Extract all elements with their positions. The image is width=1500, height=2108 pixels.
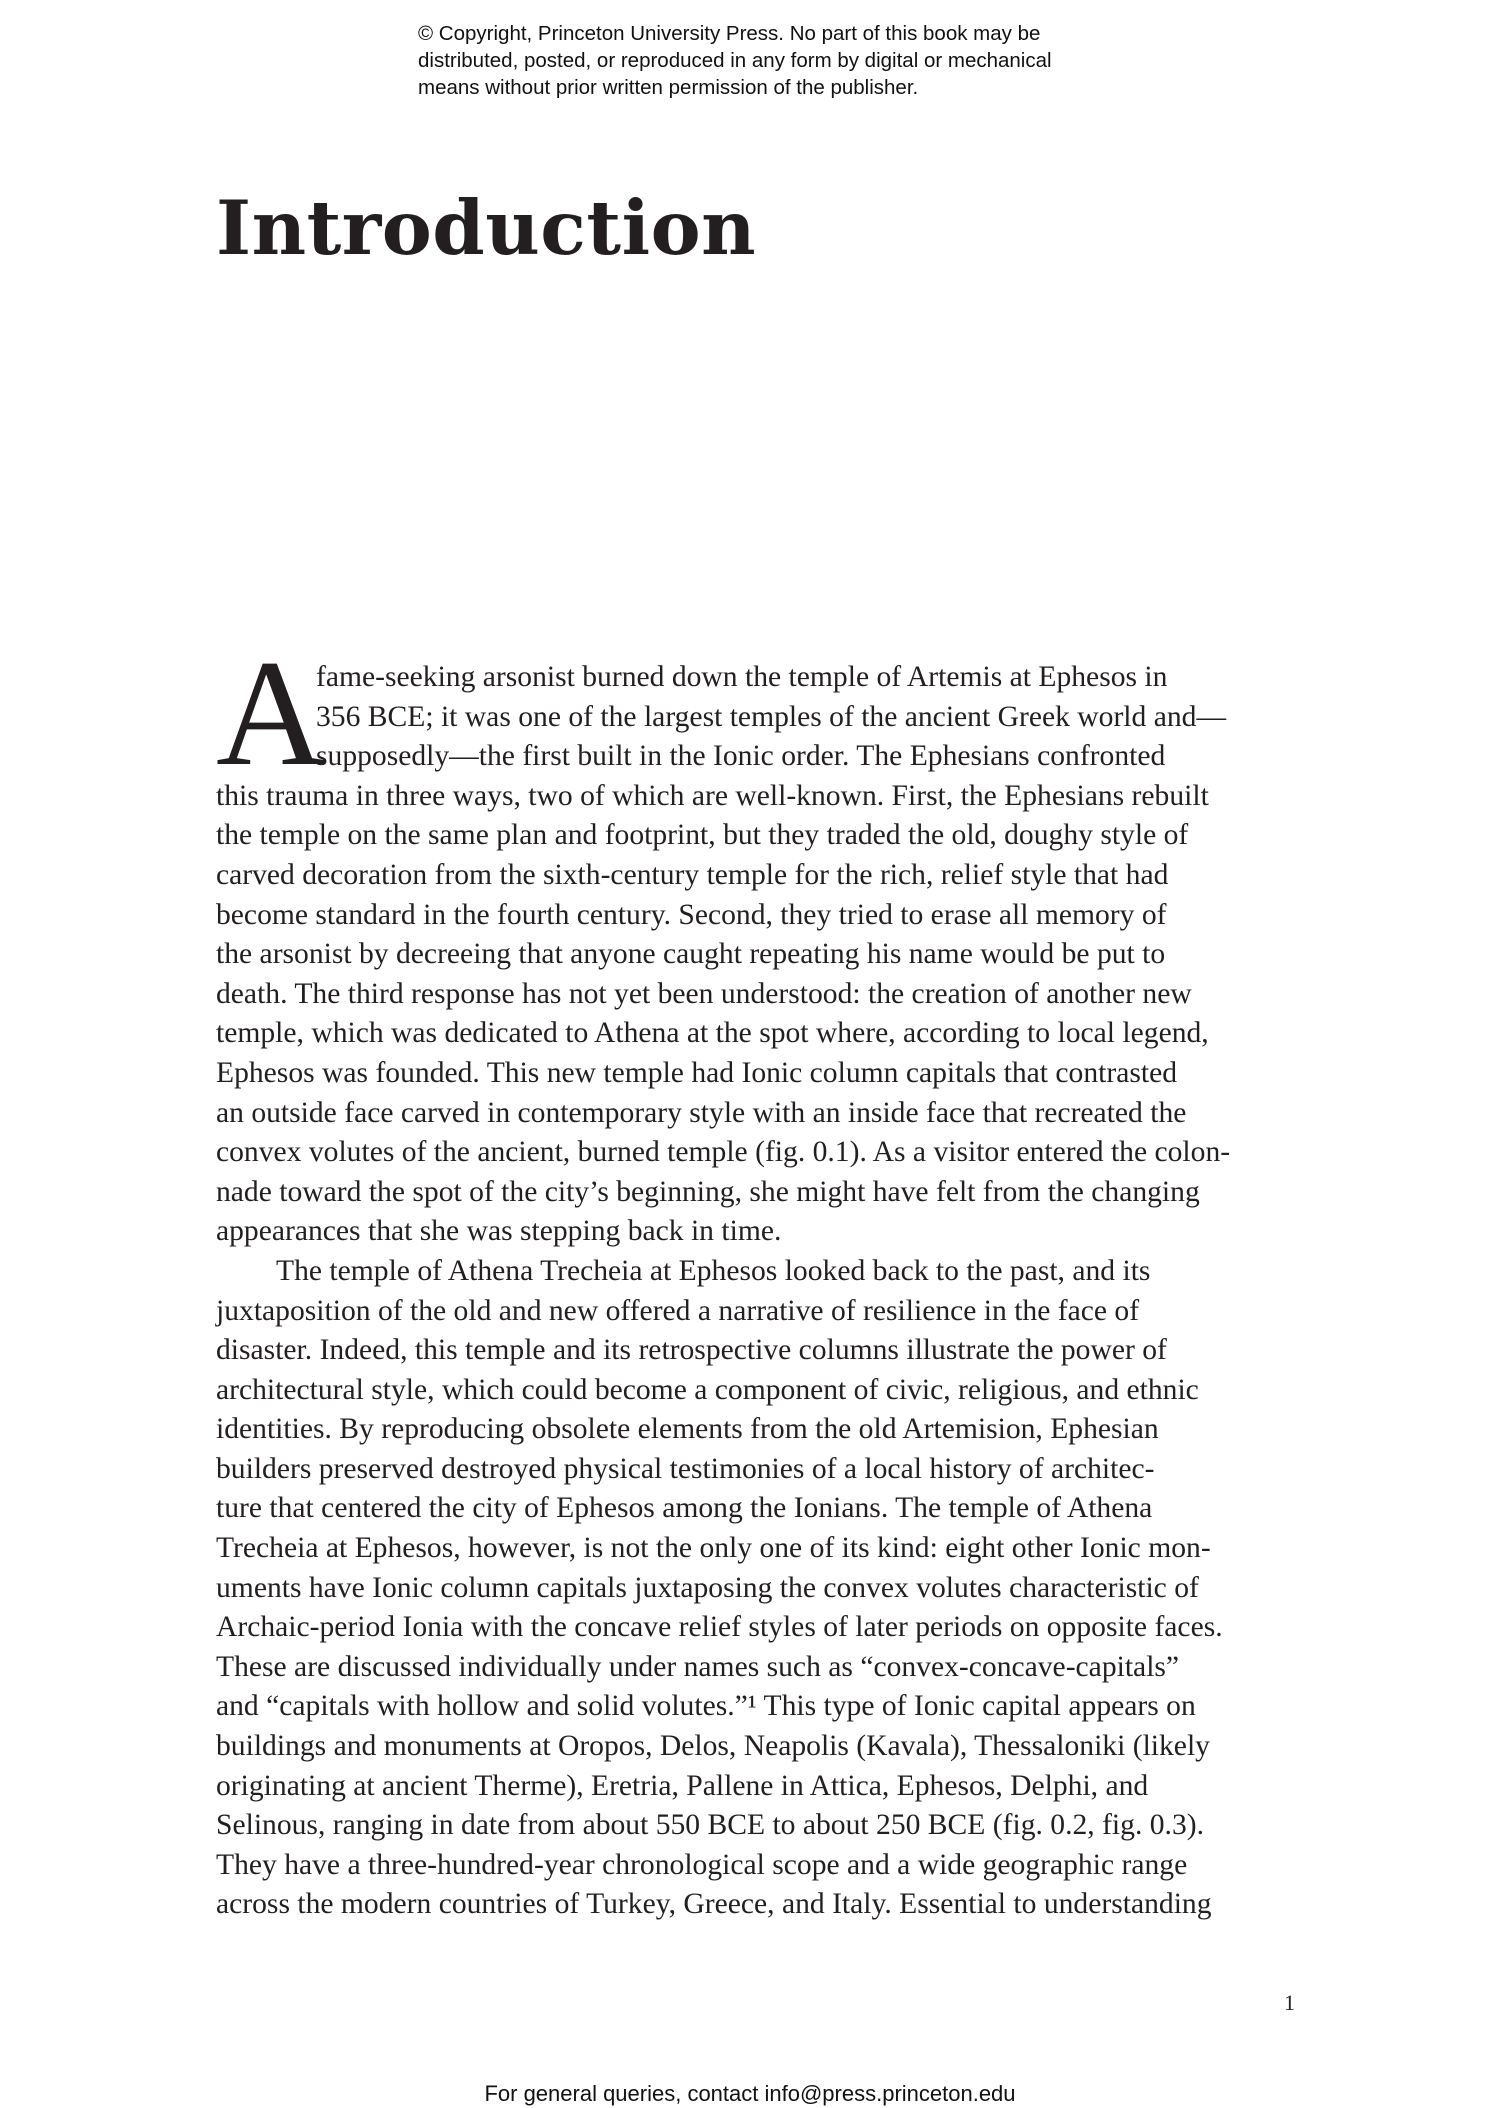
copyright-notice — [418, 20, 1138, 101]
body-line: juxtaposition of the old and new offered a narrative of resilience in the face of — [216, 1294, 1140, 1327]
body-line: ture that centered the city of Ephesos among the Ionians. The temple of Athena — [216, 1492, 1153, 1525]
body-line: appearances that she was stepping back in time. — [216, 1215, 782, 1248]
body-line: They have a three-hundred-year chronological scope and a wide geographic range — [216, 1848, 1188, 1881]
body-line: fame-seeking arsonist burned down the temple of Artemis at Ephesos in — [316, 661, 1168, 693]
body-line: originating at ancient Therme), Eretria, Pallene in Attica, Ephesos, Delphi, and — [216, 1769, 1149, 1802]
drop-cap: A — [216, 629, 326, 797]
body-line: Ephesos was founded. This new temple had Ionic column capitals that contrasted — [216, 1056, 1178, 1089]
body-line: identities. By reproducing obsolete elements from the old Artemision, Ephesian — [216, 1413, 1159, 1446]
body-line: and “capitals with hollow and solid volutes.”¹ This type of Ionic capital appears on — [216, 1690, 1196, 1723]
copyright-line: means without prior written permission of the publisher. — [418, 76, 919, 99]
page-number: 1 — [1284, 1990, 1295, 2015]
chapter-title: Introduction — [216, 184, 757, 272]
body-line: convex volutes of the ancient, burned temple (fig. 0.1). As a visitor entered the colon- — [216, 1136, 1231, 1169]
body-text — [216, 658, 1316, 1925]
body-line: Archaic-period Ionia with the concave relief styles of later periods on opposite faces. — [216, 1611, 1223, 1644]
body-line: death. The third response has not yet been understood: the creation of another new — [216, 977, 1192, 1010]
body-line: this trauma in three ways, two of which are well-known. First, the Ephesians rebuilt — [216, 779, 1209, 812]
copyright-line: © Copyright, Princeton University Press. No part of this book may be — [418, 22, 1041, 45]
body-line: buildings and monuments at Oropos, Delos, Neapolis (Kavala), Thessaloniki (likely — [216, 1730, 1210, 1763]
body-line: become standard in the fourth century. Second, they tried to erase all memory of — [216, 898, 1167, 931]
body-line: the temple on the same plan and footprint, but they traded the old, doughy style of — [216, 819, 1189, 852]
body-line: disaster. Indeed, this temple and its retrospective columns illustrate the power of — [216, 1334, 1167, 1367]
body-line: builders preserved destroyed physical testimonies of a local history of architec- — [216, 1452, 1155, 1485]
body-line: These are discussed individually under names such as “convex-concave-capitals” — [216, 1650, 1180, 1683]
body-line: 356 BCE; it was one of the largest temples of the ancient Greek world and— — [316, 700, 1227, 733]
body-line: temple, which was dedicated to Athena at the spot where, according to local legend, — [216, 1017, 1209, 1050]
body-line: Trecheia at Ephesos, however, is not the only one of its kind: eight other Ionic mon- — [216, 1532, 1211, 1565]
body-line: nade toward the spot of the city’s beginning, she might have felt from the changing — [216, 1175, 1200, 1208]
copyright-line: distributed, posted, or reproduced in any form by digital or mechanical — [418, 49, 1052, 72]
body-line: uments have Ionic column capitals juxtaposing the convex volutes characteristic of — [216, 1571, 1199, 1604]
body-line: The temple of Athena Trecheia at Ephesos looked back to the past, and its — [276, 1254, 1151, 1287]
footer-contact: For general queries, contact info@press.princeton.edu — [484, 2081, 1016, 2106]
body-line: across the modern countries of Turkey, Greece, and Italy. Essential to understanding — [216, 1888, 1212, 1921]
body-line: Selinous, ranging in date from about 550 BCE to about 250 BCE (fig. 0.2, fig. 0.3). — [216, 1809, 1204, 1842]
body-line: an outside face carved in contemporary style with an inside face that recreated the — [216, 1096, 1187, 1129]
body-line: carved decoration from the sixth-century temple for the rich, relief style that had — [216, 858, 1169, 891]
body-line: the arsonist by decreeing that anyone caught repeating his name would be put to — [216, 938, 1166, 971]
body-line: architectural style, which could become a component of civic, religious, and ethnic — [216, 1373, 1199, 1406]
body-line: supposedly—the first built in the Ionic order. The Ephesians confronted — [316, 740, 1166, 773]
